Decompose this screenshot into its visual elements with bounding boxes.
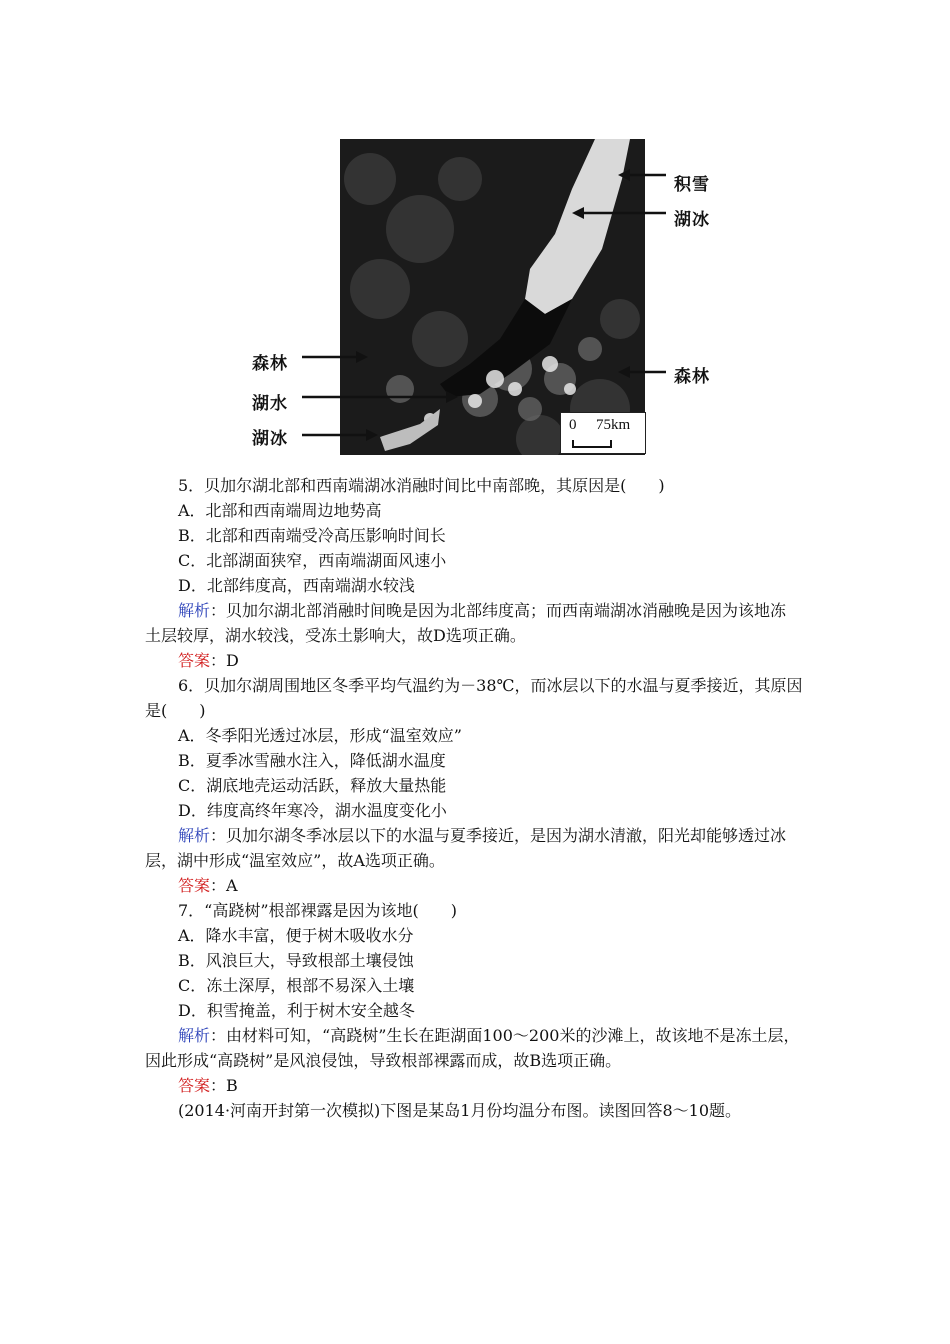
scale-bar [560, 412, 646, 454]
label-forest-left: 森林 [252, 354, 288, 374]
answer-text: ：D [210, 651, 239, 670]
q5-analysis-cont: 土层较厚，湖水较浅，受冻土影响大，故D选项正确。 [145, 626, 526, 645]
q7-option-c: C．冻土深厚，根部不易深入土壤 [178, 976, 415, 995]
analysis-text: ：贝加尔湖冬季冰层以下的水温与夏季接近，是因为湖水清澈，阳光却能够透过冰 [210, 826, 787, 845]
q5-analysis [178, 599, 786, 623]
analysis-text: ：贝加尔湖北部消融时间晚是因为北部纬度高；而西南端湖冰消融晚是因为该地冻 [210, 601, 787, 620]
answer-label: 答案 [178, 1076, 211, 1095]
arrow-snow [618, 168, 668, 182]
q6-option-b: B．夏季冰雪融水注入，降低湖水温度 [178, 751, 446, 770]
q7-option-b: B．风浪巨大，导致根部土壤侵蚀 [178, 951, 414, 970]
label-snow: 积雪 [674, 175, 710, 195]
q6-stem: 6．贝加尔湖周围地区冬季平均气温约为－38℃，而冰层以下的水温与夏季接近，其原因 [178, 676, 803, 695]
q6-option-d: D．纬度高终年寒冷，湖水温度变化小 [178, 801, 447, 820]
q6-stem-cont: 是( ) [145, 701, 206, 720]
label-lake-water: 湖水 [252, 394, 288, 414]
analysis-label: 解析 [178, 826, 211, 845]
q5-option-c: C．北部湖面狭窄，西南端湖面风速小 [178, 551, 447, 570]
q7-option-a: A．降水丰富，便于树木吸收水分 [178, 926, 414, 945]
satellite-image [340, 139, 645, 455]
scale-line [572, 440, 612, 448]
scale-zero: 0 [569, 417, 577, 433]
arrow-lake-ice-top [572, 206, 668, 220]
q5-option-a: A．北部和西南端周边地势高 [178, 501, 382, 520]
answer-label: 答案 [178, 876, 211, 895]
arrow-forest-left [300, 350, 370, 364]
next-section-intro: (2014·河南开封第一次模拟)下图是某岛1月份均温分布图。读图回答8～10题。 [178, 1101, 742, 1120]
scale-distance: 75km [596, 417, 631, 433]
arrow-forest-right [618, 365, 668, 379]
answer-text: ：B [210, 1076, 238, 1095]
q7-analysis [178, 1024, 799, 1048]
analysis-label: 解析 [178, 1026, 211, 1045]
q5-answer [178, 649, 239, 673]
q6-option-c: C．湖底地壳运动活跃，释放大量热能 [178, 776, 447, 795]
label-forest-right: 森林 [674, 367, 710, 387]
q7-stem: 7．“高跷树”根部裸露是因为该地( ) [178, 901, 458, 920]
answer-text: ：A [210, 876, 238, 895]
q6-analysis-cont: 层，湖中形成“温室效应”，故A选项正确。 [145, 851, 445, 870]
q7-answer [178, 1074, 238, 1098]
q7-analysis-cont: 因此形成“高跷树”是风浪侵蚀，导致根部裸露而成，故B选项正确。 [145, 1051, 622, 1070]
q6-analysis [178, 824, 786, 848]
arrow-lake-ice-bottom [300, 428, 380, 442]
analysis-label: 解析 [178, 601, 211, 620]
arrow-lake-water [300, 390, 460, 404]
q5-option-d: D．北部纬度高，西南端湖水较浅 [178, 576, 415, 595]
q5-option-b: B．北部和西南端受冷高压影响时间长 [178, 526, 446, 545]
label-lake-ice-top: 湖冰 [674, 210, 710, 230]
q7-option-d: D．积雪掩盖，利于树木安全越冬 [178, 1001, 415, 1020]
q6-answer [178, 874, 238, 898]
q6-option-a: A．冬季阳光透过冰层，形成“温室效应” [178, 726, 462, 745]
analysis-text: ：由材料可知，“高跷树”生长在距湖面100～200米的沙滩上，故该地不是冻土层， [210, 1026, 800, 1045]
answer-label: 答案 [178, 651, 211, 670]
q5-stem: 5．贝加尔湖北部和西南端湖冰消融时间比中南部晚，其原因是( ) [178, 476, 665, 495]
label-lake-ice-bottom: 湖冰 [252, 429, 288, 449]
